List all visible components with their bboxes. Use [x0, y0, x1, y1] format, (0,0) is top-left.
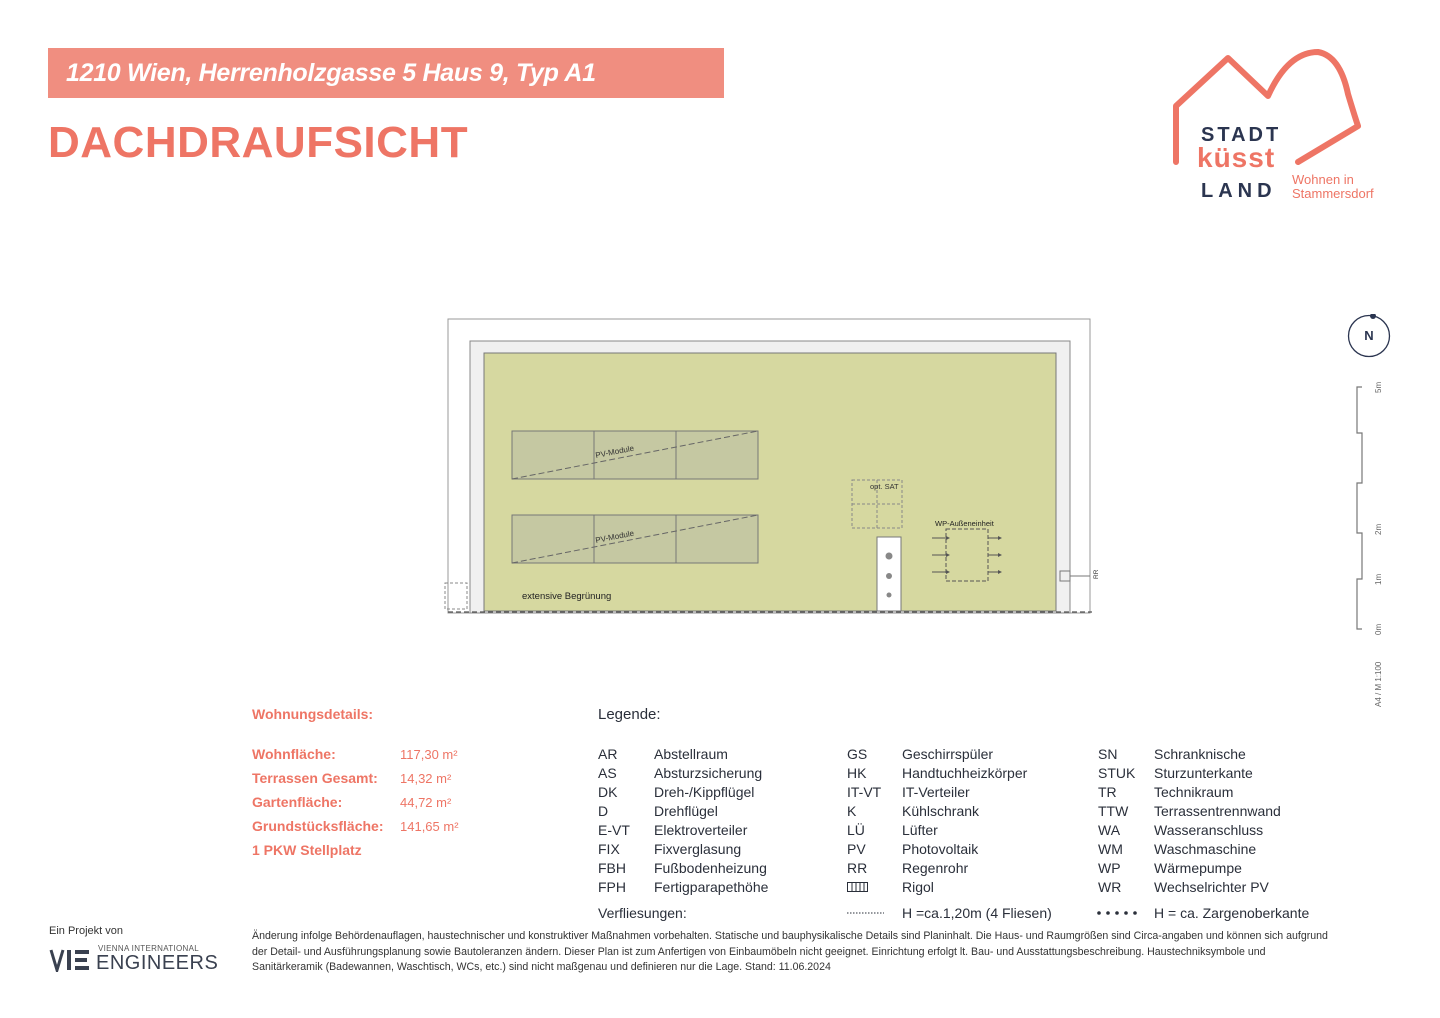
details-title: Wohnungsdetails: — [252, 706, 374, 722]
legend-text: Photovoltaik — [902, 841, 979, 857]
legend-text: Fixverglasung — [654, 841, 742, 857]
address-banner — [48, 48, 724, 98]
address-title: 1210 Wien, Herrenholzgasse 5 Haus 9, Typ A1 — [66, 59, 596, 87]
project-by-label: Ein Projekt von — [49, 925, 123, 937]
compass-north-label: N — [1364, 328, 1374, 343]
legend-abbr: D — [598, 803, 609, 819]
detail-value-terraces: 14,32 m² — [400, 771, 452, 786]
detail-label-living-area: Wohnfläche: — [252, 746, 336, 762]
page-title: DACHDRAUFSICHT — [48, 118, 469, 167]
legend-abbr: TR — [1098, 784, 1117, 800]
legend-text: Wärmepumpe — [1154, 860, 1242, 876]
green-roof-area — [484, 353, 1056, 611]
legend-text: Handtuchheizkörper — [902, 765, 1028, 781]
scale-ratio: A4 / M 1:100 — [1374, 661, 1383, 707]
tiling-dotted-line-icon — [847, 911, 885, 915]
scale-bar — [1350, 375, 1383, 707]
legend-text: IT-Verteiler — [902, 784, 970, 800]
scale-label-0m: 0m — [1374, 623, 1383, 635]
vie-mark-icon — [49, 948, 93, 972]
detail-value-garden: 44,72 m² — [400, 795, 452, 810]
legend-abbr: FPH — [598, 879, 626, 895]
legend-text: Kühlschrank — [902, 803, 980, 819]
legend-text: Regenrohr — [902, 860, 969, 876]
legend-text: Wechselrichter PV — [1154, 879, 1269, 895]
legend-abbr: DK — [598, 784, 618, 800]
legend-abbr: K — [847, 803, 857, 819]
legend-text: Technikraum — [1154, 784, 1234, 800]
legend-abbr: PV — [847, 841, 866, 857]
legend-text: Waschmaschine — [1154, 841, 1257, 857]
legend-abbr: WA — [1098, 822, 1121, 838]
pv-label-1: PV-Module — [594, 443, 635, 460]
legend-abbr: HK — [847, 765, 867, 781]
legend-abbr: AR — [598, 746, 618, 762]
legend-text: Drehflügel — [654, 803, 718, 819]
legend-abbr: IT-VT — [847, 784, 882, 800]
legend-abbr: WP — [1098, 860, 1121, 876]
logo-tagline-2: Stammersdorf — [1292, 186, 1374, 201]
scale-label-2m: 2m — [1374, 523, 1383, 535]
vent-stack — [877, 537, 901, 611]
legend-text: Lüfter — [902, 822, 938, 838]
legend-abbr: FBH — [598, 860, 626, 876]
legend-abbr: GS — [847, 746, 868, 762]
legend-abbr: WR — [1098, 879, 1122, 895]
legend-text: Geschirrspüler — [902, 746, 994, 762]
legend-abbr: STUK — [1098, 765, 1136, 781]
tiling-height-2: H = ca. Zargenoberkante — [1154, 905, 1310, 921]
logo-tagline-1: Wohnen in — [1292, 172, 1354, 187]
wp-label: WP-Außeneinheit — [935, 519, 994, 528]
logo-word-kusst: küsst — [1197, 142, 1276, 173]
logo-word-stadt: STADT — [1201, 124, 1282, 146]
legend-abbr: SN — [1098, 746, 1118, 762]
pv-module-row-2 — [512, 515, 758, 563]
legend-title: Legende: — [598, 706, 661, 723]
scale-label-5m: 5m — [1374, 381, 1383, 393]
legend-abbr: WM — [1098, 841, 1123, 857]
legend-text: Fertigparapethöhe — [654, 879, 769, 895]
pv-module-row-1 — [512, 431, 758, 479]
green-roof-label: extensive Begrünung — [522, 591, 612, 602]
legend-text: Absturzsicherung — [654, 765, 763, 781]
pv-label-2: PV-Module — [594, 528, 635, 545]
detail-parking: 1 PKW Stellplatz — [252, 842, 362, 858]
legend-abbr: E-VT — [598, 822, 630, 838]
rigol-icon — [847, 882, 869, 893]
legend-text: Rigol — [902, 879, 934, 895]
tiling-dot-line-icon — [1096, 910, 1138, 916]
stadt-kuesst-land-logo — [1170, 44, 1400, 214]
scale-label-1m: 1m — [1374, 573, 1383, 585]
legend-text: Fußbodenheizung — [654, 860, 767, 876]
vie-tagline: VIENNA INTERNATIONAL — [98, 944, 199, 953]
legend-abbr: FIX — [598, 841, 620, 857]
legal-disclaimer: Änderung infolge Behördenauflagen, haustechnischer und konstruktiver Maßnahmen vorbehalten. Statische und bauphysikalische Details sind Planinhalt. Die Haus- und Raumgrößen sind Circa-angaben und können sich aufgrund der Detail- und Ausführungsplanung sowie Bautoleranzen ändern. Dieser Plan ist zum Anfertigen von Einbaumöbeln nicht geeignet. Einrichtung erfolgt lt. Bau- und Ausstattungsbeschreibung. Haustechniksymbole und Sanitärkeramik (Badewannen, Waschtisch, WCs, etc.) sind nicht maßgenau und definieren nur die Lage. Stand: 11.06.2024 — [252, 930, 1328, 973]
legend-text: Schranknische — [1154, 746, 1246, 762]
legend-abbr: TTW — [1098, 803, 1129, 819]
legend-text: Elektroverteiler — [654, 822, 748, 838]
logo-word-land: LAND — [1201, 180, 1277, 202]
rr-label: RR — [1093, 569, 1100, 579]
legend-abbr: LÜ — [847, 822, 865, 838]
legend-abbr: RR — [847, 860, 868, 876]
legend-text: Terrassentrennwand — [1154, 803, 1281, 819]
north-compass — [1347, 314, 1391, 358]
tiling-label: Verfliesungen: — [598, 905, 687, 921]
detail-label-terraces: Terrassen Gesamt: — [252, 770, 378, 786]
legend-abbr: AS — [598, 765, 617, 781]
detail-label-garden: Gartenfläche: — [252, 794, 343, 810]
scale-bar-graphic — [1350, 375, 1370, 635]
tiling-height-1: H =ca.1,20m (4 Fliesen) — [902, 905, 1052, 921]
legend-text: Abstellraum — [654, 746, 728, 762]
roof-plan — [440, 315, 1120, 625]
legend-text: Dreh-/Kippflügel — [654, 784, 755, 800]
legend-text: Sturzunterkante — [1154, 765, 1253, 781]
vie-wordmark: ENGINEERS — [96, 952, 219, 974]
detail-value-living-area: 117,30 m² — [400, 747, 458, 762]
detail-value-plot: 141,65 m² — [400, 819, 459, 834]
legend-text: Wasseranschluss — [1154, 822, 1264, 838]
detail-label-plot: Grundstücksfläche: — [252, 818, 384, 834]
sat-label: opt. SAT — [870, 482, 899, 491]
